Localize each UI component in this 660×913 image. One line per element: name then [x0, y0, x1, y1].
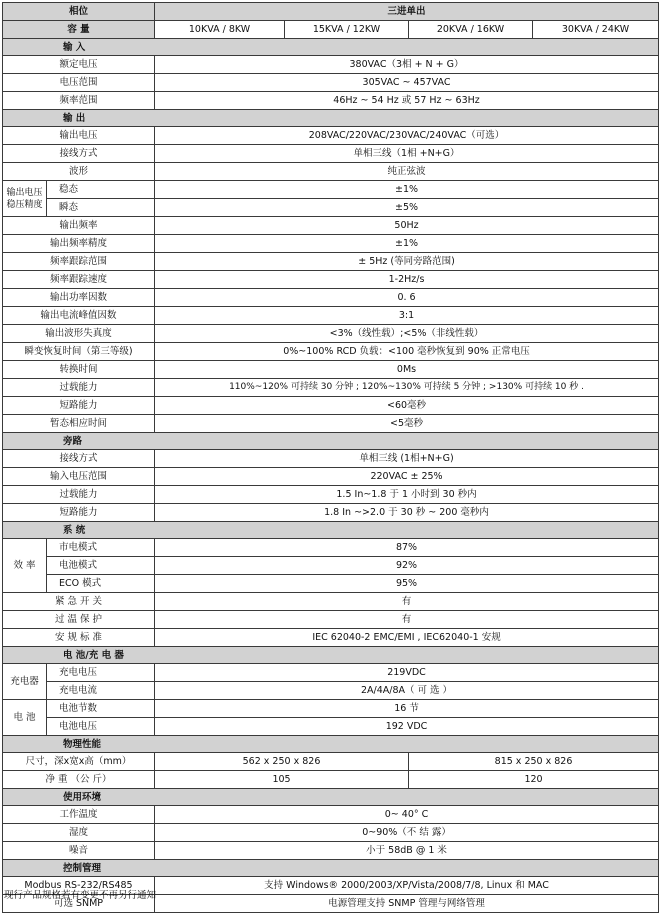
spec-row: [3, 397, 659, 415]
section-battery: [3, 647, 659, 664]
section-title: 物理性能: [3, 736, 659, 753]
spec-label: 电池节数: [47, 700, 155, 718]
spec-row: [3, 468, 659, 486]
spec-row: [3, 771, 659, 789]
spec-label: 短路能力: [3, 504, 155, 522]
spec-value: 16 节: [155, 700, 659, 718]
section-title: 系 统: [3, 522, 659, 539]
spec-row: [3, 629, 659, 647]
spec-label: 输出频率: [3, 217, 155, 235]
spec-row: [3, 806, 659, 824]
section-title: 电 池/充 电 器: [3, 647, 659, 664]
spec-row: [3, 92, 659, 110]
battery-label: 电 池: [3, 700, 47, 736]
spec-label: 紧 急 开 关: [3, 593, 155, 611]
spec-label: 输出频率精度: [3, 235, 155, 253]
section-system: [3, 522, 659, 539]
spec-label: 电池电压: [47, 718, 155, 736]
spec-row: [3, 127, 659, 145]
spec-label: 充电电压: [47, 664, 155, 682]
spec-label: 频率跟踪速度: [3, 271, 155, 289]
section-physical: [3, 736, 659, 753]
spec-row: [3, 539, 659, 557]
spec-value: 纯正弦波: [155, 163, 659, 181]
spec-row: [3, 307, 659, 325]
spec-value: 46Hz ~ 54 Hz 或 57 Hz ~ 63Hz: [155, 92, 659, 110]
spec-value: 220VAC ± 25%: [155, 468, 659, 486]
spec-label: 输入电压范围: [3, 468, 155, 486]
spec-value: 92%: [155, 557, 659, 575]
spec-value: 380VAC（3相 + N + G）: [155, 56, 659, 74]
spec-value: 562 x 250 x 826: [155, 753, 409, 771]
spec-label: 过载能力: [3, 486, 155, 504]
spec-row: [3, 593, 659, 611]
spec-label: 瞬态: [47, 199, 155, 217]
spec-row: [3, 415, 659, 433]
spec-row: [3, 450, 659, 468]
spec-label: 额定电压: [3, 56, 155, 74]
spec-label: 接线方式: [3, 450, 155, 468]
spec-label: 输出电流峰值因数: [3, 307, 155, 325]
spec-row: [3, 325, 659, 343]
spec-row: [3, 664, 659, 682]
spec-row: [3, 235, 659, 253]
spec-label: 湿度: [3, 824, 155, 842]
spec-row: [3, 289, 659, 307]
section-output: [3, 110, 659, 127]
section-bypass: [3, 433, 659, 450]
spec-value: 1.5 In~1.8 于 1 小时到 30 秒内: [155, 486, 659, 504]
spec-row: [3, 824, 659, 842]
spec-row: [3, 718, 659, 736]
section-environment: [3, 789, 659, 806]
spec-label: 稳态: [47, 181, 155, 199]
spec-value: 0. 6: [155, 289, 659, 307]
spec-value: 192 VDC: [155, 718, 659, 736]
spec-value: 1.8 In ~>2.0 于 30 秒 ~ 200 毫秒内: [155, 504, 659, 522]
spec-row: [3, 557, 659, 575]
spec-row: [3, 56, 659, 74]
capacity-row: [3, 21, 659, 39]
spec-value: 小于 58dB @ 1 米: [155, 842, 659, 860]
spec-value: 1-2Hz/s: [155, 271, 659, 289]
spec-value: 208VAC/220VAC/230VAC/240VAC（可选）: [155, 127, 659, 145]
spec-label: 工作温度: [3, 806, 155, 824]
section-title: 输 入: [3, 39, 659, 56]
spec-value: 0Ms: [155, 361, 659, 379]
spec-label: 输出功率因数: [3, 289, 155, 307]
spec-row: [3, 145, 659, 163]
spec-row: [3, 271, 659, 289]
spec-label: 充电电流: [47, 682, 155, 700]
spec-value: <60毫秒: [155, 397, 659, 415]
spec-row: [3, 253, 659, 271]
spec-row: [3, 343, 659, 361]
spec-label: 短路能力: [3, 397, 155, 415]
spec-value: 50Hz: [155, 217, 659, 235]
spec-row: [3, 682, 659, 700]
spec-value: 815 x 250 x 826: [409, 753, 659, 771]
spec-row: [3, 504, 659, 522]
spec-value: 有: [155, 611, 659, 629]
model-15kva: 15KVA / 12KW: [285, 21, 409, 39]
spec-label: 频率跟踪范围: [3, 253, 155, 271]
spec-row: [3, 361, 659, 379]
spec-value: 105: [155, 771, 409, 789]
spec-value: 3:1: [155, 307, 659, 325]
phase-label: 相位: [3, 3, 155, 21]
spec-label: 波形: [3, 163, 155, 181]
spec-label: 过 温 保 护: [3, 611, 155, 629]
spec-value: 0~ 40° C: [155, 806, 659, 824]
spec-row: [3, 379, 659, 397]
spec-value: 305VAC ~ 457VAC: [155, 74, 659, 92]
spec-value: 87%: [155, 539, 659, 557]
spec-value: 有: [155, 593, 659, 611]
spec-label: 市电模式: [47, 539, 155, 557]
spec-value: ± 5Hz (等同旁路范围): [155, 253, 659, 271]
spec-value: 支持 Windows® 2000/2003/XP/Vista/2008/7/8, Linux 和 MAC: [155, 877, 659, 895]
section-title: 控制管理: [3, 860, 659, 877]
spec-row: [3, 486, 659, 504]
spec-row: [3, 74, 659, 92]
capacity-label: 容 量: [3, 21, 155, 39]
spec-label: 输出电压: [3, 127, 155, 145]
spec-value: 219VDC: [155, 664, 659, 682]
spec-row: [3, 753, 659, 771]
spec-value: <3%（线性载）;<5%（非线性载）: [155, 325, 659, 343]
spec-label: 频率范围: [3, 92, 155, 110]
efficiency-label: 效 率: [3, 539, 47, 593]
section-title: 输 出: [3, 110, 659, 127]
spec-value: 120: [409, 771, 659, 789]
spec-label: 可选 SNMP: [3, 895, 155, 913]
spec-label: 转换时间: [3, 361, 155, 379]
model-30kva: 30KVA / 24KW: [533, 21, 659, 39]
spec-value: 0~90%（不 结 露）: [155, 824, 659, 842]
spec-label: 输出波形失真度: [3, 325, 155, 343]
section-title: 旁路: [3, 433, 659, 450]
spec-row: [3, 181, 659, 199]
spec-row: [3, 842, 659, 860]
model-20kva: 20KVA / 16KW: [409, 21, 533, 39]
spec-table: [2, 2, 659, 913]
spec-label: 净 重 （公 斤）: [3, 771, 155, 789]
section-input: [3, 39, 659, 56]
spec-label: 电压范围: [3, 74, 155, 92]
spec-value: ±1%: [155, 181, 659, 199]
section-title: 使用环境: [3, 789, 659, 806]
spec-row: [3, 611, 659, 629]
spec-row: [3, 163, 659, 181]
spec-value: IEC 62040-2 EMC/EMI , IEC62040-1 安规: [155, 629, 659, 647]
model-10kva: 10KVA / 8KW: [155, 21, 285, 39]
spec-value: 0%~100% RCD 负载：<100 毫秒恢复到 90% 正常电压: [155, 343, 659, 361]
regulation-label: 输出电压稳压精度: [3, 181, 47, 217]
spec-value: 单相三线 (1相+N+G): [155, 450, 659, 468]
spec-row: [3, 700, 659, 718]
footnote: 现行产品规格若有变更不再另行通知: [4, 890, 157, 901]
phase-row: [3, 3, 659, 21]
phase-value: 三进单出: [155, 3, 659, 21]
spec-label: ECO 模式: [47, 575, 155, 593]
spec-value: 单相三线（1相 +N+G）: [155, 145, 659, 163]
spec-label: 噪音: [3, 842, 155, 860]
spec-value: 110%~120% 可持续 30 分钟 ; 120%~130% 可持续 5 分钟 ; >130% 可持续 10 秒 .: [155, 379, 659, 397]
spec-value: 2A/4A/8A（ 可 选 ）: [155, 682, 659, 700]
spec-value: 电源管理支持 SNMP 管理与网络管理: [155, 895, 659, 913]
spec-row: [3, 199, 659, 217]
spec-label: 瞬变恢复时间（第三等级): [3, 343, 155, 361]
spec-value: ±1%: [155, 235, 659, 253]
charger-label: 充电器: [3, 664, 47, 700]
spec-label: 尺寸，深x宽x高（mm）: [3, 753, 155, 771]
spec-value: ±5%: [155, 199, 659, 217]
spec-label: 暂态相应时间: [3, 415, 155, 433]
spec-label: 电池模式: [47, 557, 155, 575]
spec-label: 接线方式: [3, 145, 155, 163]
spec-row: [3, 217, 659, 235]
spec-label: 过载能力: [3, 379, 155, 397]
spec-value: <5毫秒: [155, 415, 659, 433]
spec-label: 安 规 标 准: [3, 629, 155, 647]
spec-row: [3, 575, 659, 593]
spec-value: 95%: [155, 575, 659, 593]
section-management: [3, 860, 659, 877]
spec-label: Modbus RS-232/RS485: [3, 877, 155, 895]
